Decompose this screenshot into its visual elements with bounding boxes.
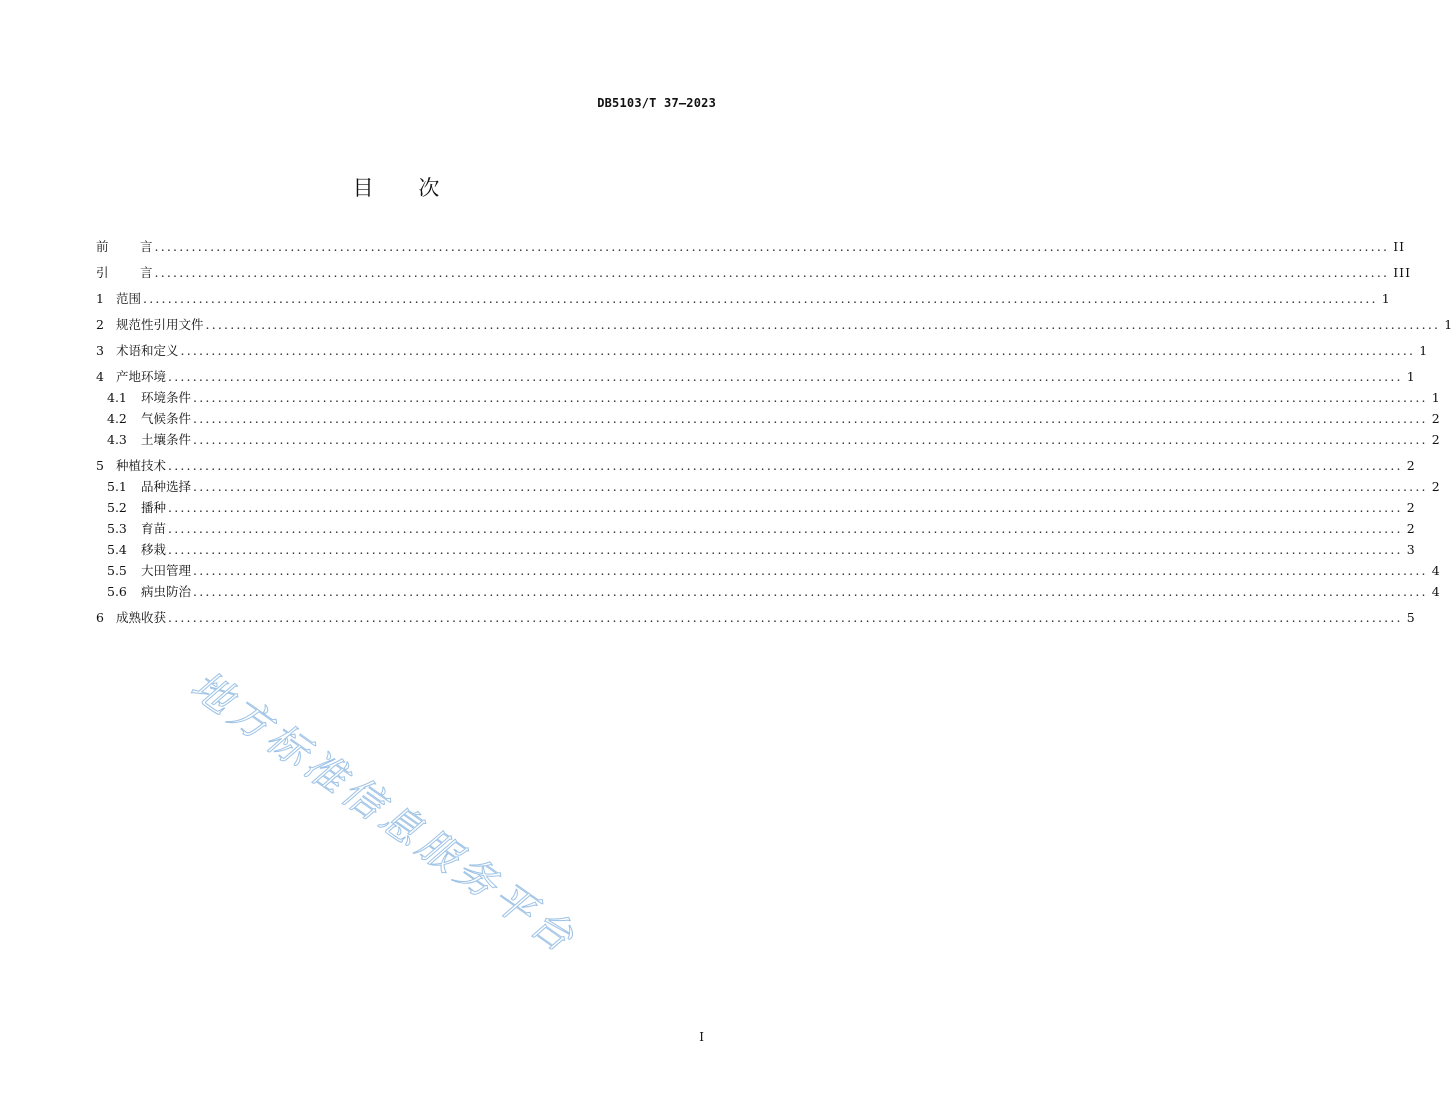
- toc-entry-page: 1: [1440, 314, 1453, 335]
- toc-entry-page: II: [1389, 236, 1405, 257]
- dot-leader: ........................................................................................................................................................................................................: [168, 610, 1403, 625]
- toc-entry-number: 引: [96, 265, 109, 280]
- toc-entry-label: 种植技术: [116, 458, 167, 473]
- toc-entry-number: 5.1: [107, 479, 127, 494]
- toc-entry-page: 2: [1428, 408, 1441, 429]
- toc-entry-number: 4.3: [107, 432, 127, 447]
- toc-entry[interactable]: [96, 607, 1416, 628]
- toc-entry-number: 5: [96, 458, 104, 473]
- dot-leader: ........................................................................................................................................................................................................: [193, 479, 1428, 494]
- toc-entry-heading: [107, 408, 193, 429]
- toc-entry-number: 5.2: [107, 500, 127, 515]
- title-char-1: 目: [352, 176, 374, 200]
- toc-entry-page: 2: [1428, 476, 1441, 497]
- toc-entry-label: 环境条件: [141, 390, 192, 405]
- toc-entry[interactable]: [96, 236, 1406, 257]
- toc-entry-page: 4: [1428, 560, 1441, 581]
- toc-entry-number: 4.1: [107, 390, 127, 405]
- toc-entry-page: 4: [1428, 581, 1441, 602]
- toc-entry-label: 成熟收获: [116, 610, 167, 625]
- dot-leader: ........................................................................................................................................................................................................: [193, 563, 1428, 578]
- toc-entry-page: 1: [1378, 288, 1391, 309]
- dot-leader: ........................................................................................................................................................................................................: [180, 343, 1416, 358]
- toc-entry[interactable]: [96, 408, 1441, 429]
- dot-leader: ........................................................................................................................................................................................................: [168, 458, 1403, 473]
- toc-entry-page: 1: [1428, 387, 1441, 408]
- toc-entry-heading: [96, 236, 155, 257]
- toc-entry-heading: [107, 539, 168, 560]
- dot-leader: ........................................................................................................................................................................................................: [154, 265, 1390, 280]
- toc-entry-heading: [107, 497, 168, 518]
- toc-entry-heading: [107, 476, 193, 497]
- toc-entry-heading: [96, 288, 143, 309]
- toc-entry-label: 规范性引用文件: [116, 317, 204, 332]
- toc-entry-number: 4: [96, 369, 104, 384]
- toc-entry-number: 3: [96, 343, 104, 358]
- toc-entry-label: 范围: [116, 291, 142, 306]
- dot-leader: ........................................................................................................................................................................................................: [193, 411, 1428, 426]
- page-number: I: [699, 1030, 704, 1044]
- toc-entry-page: 1: [1415, 340, 1428, 361]
- toc-entry[interactable]: [96, 497, 1416, 518]
- watermark-text: 地方标准信息服务平台: [182, 662, 586, 964]
- toc-entry-heading: [107, 581, 193, 602]
- page-title: [0, 172, 792, 202]
- toc-entry-page: III: [1389, 262, 1411, 283]
- toc-entry[interactable]: [96, 581, 1441, 602]
- table-of-contents: [96, 236, 1453, 628]
- dot-leader: ........................................................................................................................................................................................................: [168, 521, 1403, 536]
- toc-entry-label: 播种: [141, 500, 167, 515]
- toc-entry-label: 土壤条件: [141, 432, 192, 447]
- toc-entry-label: 产地环境: [116, 369, 167, 384]
- toc-entry[interactable]: [96, 387, 1441, 408]
- toc-entry-label: 育苗: [141, 521, 167, 536]
- toc-entry-label: 品种选择: [141, 479, 192, 494]
- dot-leader: ........................................................................................................................................................................................................: [143, 291, 1378, 306]
- toc-entry-heading: [107, 387, 193, 408]
- toc-entry-page: 2: [1403, 497, 1416, 518]
- toc-entry-heading: [96, 262, 155, 283]
- toc-entry-label: 病虫防治: [141, 584, 192, 599]
- toc-entry-label: 大田管理: [141, 563, 192, 578]
- toc-entry-heading: [96, 607, 168, 628]
- toc-entry-number: 2: [96, 317, 104, 332]
- toc-entry-number: 5.4: [107, 542, 127, 557]
- toc-entry-label: 言: [140, 239, 153, 254]
- toc-entry-page: 5: [1403, 607, 1416, 628]
- dot-leader: ........................................................................................................................................................................................................: [168, 542, 1403, 557]
- toc-entry-page: 2: [1403, 455, 1416, 476]
- toc-entry[interactable]: [96, 429, 1441, 450]
- toc-entry[interactable]: [96, 288, 1391, 309]
- title-char-2: 次: [418, 176, 440, 200]
- toc-entry-page: 1: [1403, 366, 1416, 387]
- toc-entry[interactable]: [96, 314, 1453, 335]
- toc-entry[interactable]: [96, 476, 1441, 497]
- toc-entry-page: 2: [1428, 429, 1441, 450]
- toc-entry-page: 3: [1403, 539, 1416, 560]
- toc-entry-label: 术语和定义: [116, 343, 179, 358]
- toc-entry[interactable]: [96, 340, 1429, 361]
- toc-entry-label: 气候条件: [141, 411, 192, 426]
- dot-leader: ........................................................................................................................................................................................................: [193, 432, 1428, 447]
- toc-entry-number: 前: [96, 239, 109, 254]
- toc-entry-number: 6: [96, 610, 104, 625]
- dot-leader: ........................................................................................................................................................................................................: [193, 584, 1428, 599]
- toc-entry-number: 5.6: [107, 584, 127, 599]
- dot-leader: ........................................................................................................................................................................................................: [205, 317, 1441, 332]
- toc-entry-heading: [96, 314, 206, 335]
- toc-entry-heading: [96, 366, 168, 387]
- toc-entry-heading: [107, 560, 193, 581]
- toc-entry[interactable]: [96, 366, 1416, 387]
- toc-entry-label: 言: [140, 265, 153, 280]
- toc-entry[interactable]: [96, 262, 1412, 283]
- toc-entry-number: 4.2: [107, 411, 127, 426]
- toc-entry[interactable]: [96, 560, 1441, 581]
- toc-entry-number: 5.3: [107, 521, 127, 536]
- document-code: DB5103/T 37—2023: [597, 96, 716, 110]
- toc-entry[interactable]: [96, 455, 1416, 476]
- toc-entry-heading: [107, 429, 193, 450]
- dot-leader: ........................................................................................................................................................................................................: [168, 369, 1403, 384]
- toc-entry-heading: [96, 455, 168, 476]
- toc-entry[interactable]: [96, 539, 1416, 560]
- dot-leader: ........................................................................................................................................................................................................: [154, 239, 1390, 254]
- toc-entry-heading: [107, 518, 168, 539]
- dot-leader: ........................................................................................................................................................................................................: [193, 390, 1428, 405]
- toc-entry-number: 1: [96, 291, 104, 306]
- toc-entry[interactable]: [96, 518, 1416, 539]
- toc-entry-number: 5.5: [107, 563, 127, 578]
- toc-entry-page: 2: [1403, 518, 1416, 539]
- toc-entry-label: 移栽: [141, 542, 167, 557]
- toc-entry-heading: [96, 340, 181, 361]
- dot-leader: ........................................................................................................................................................................................................: [168, 500, 1403, 515]
